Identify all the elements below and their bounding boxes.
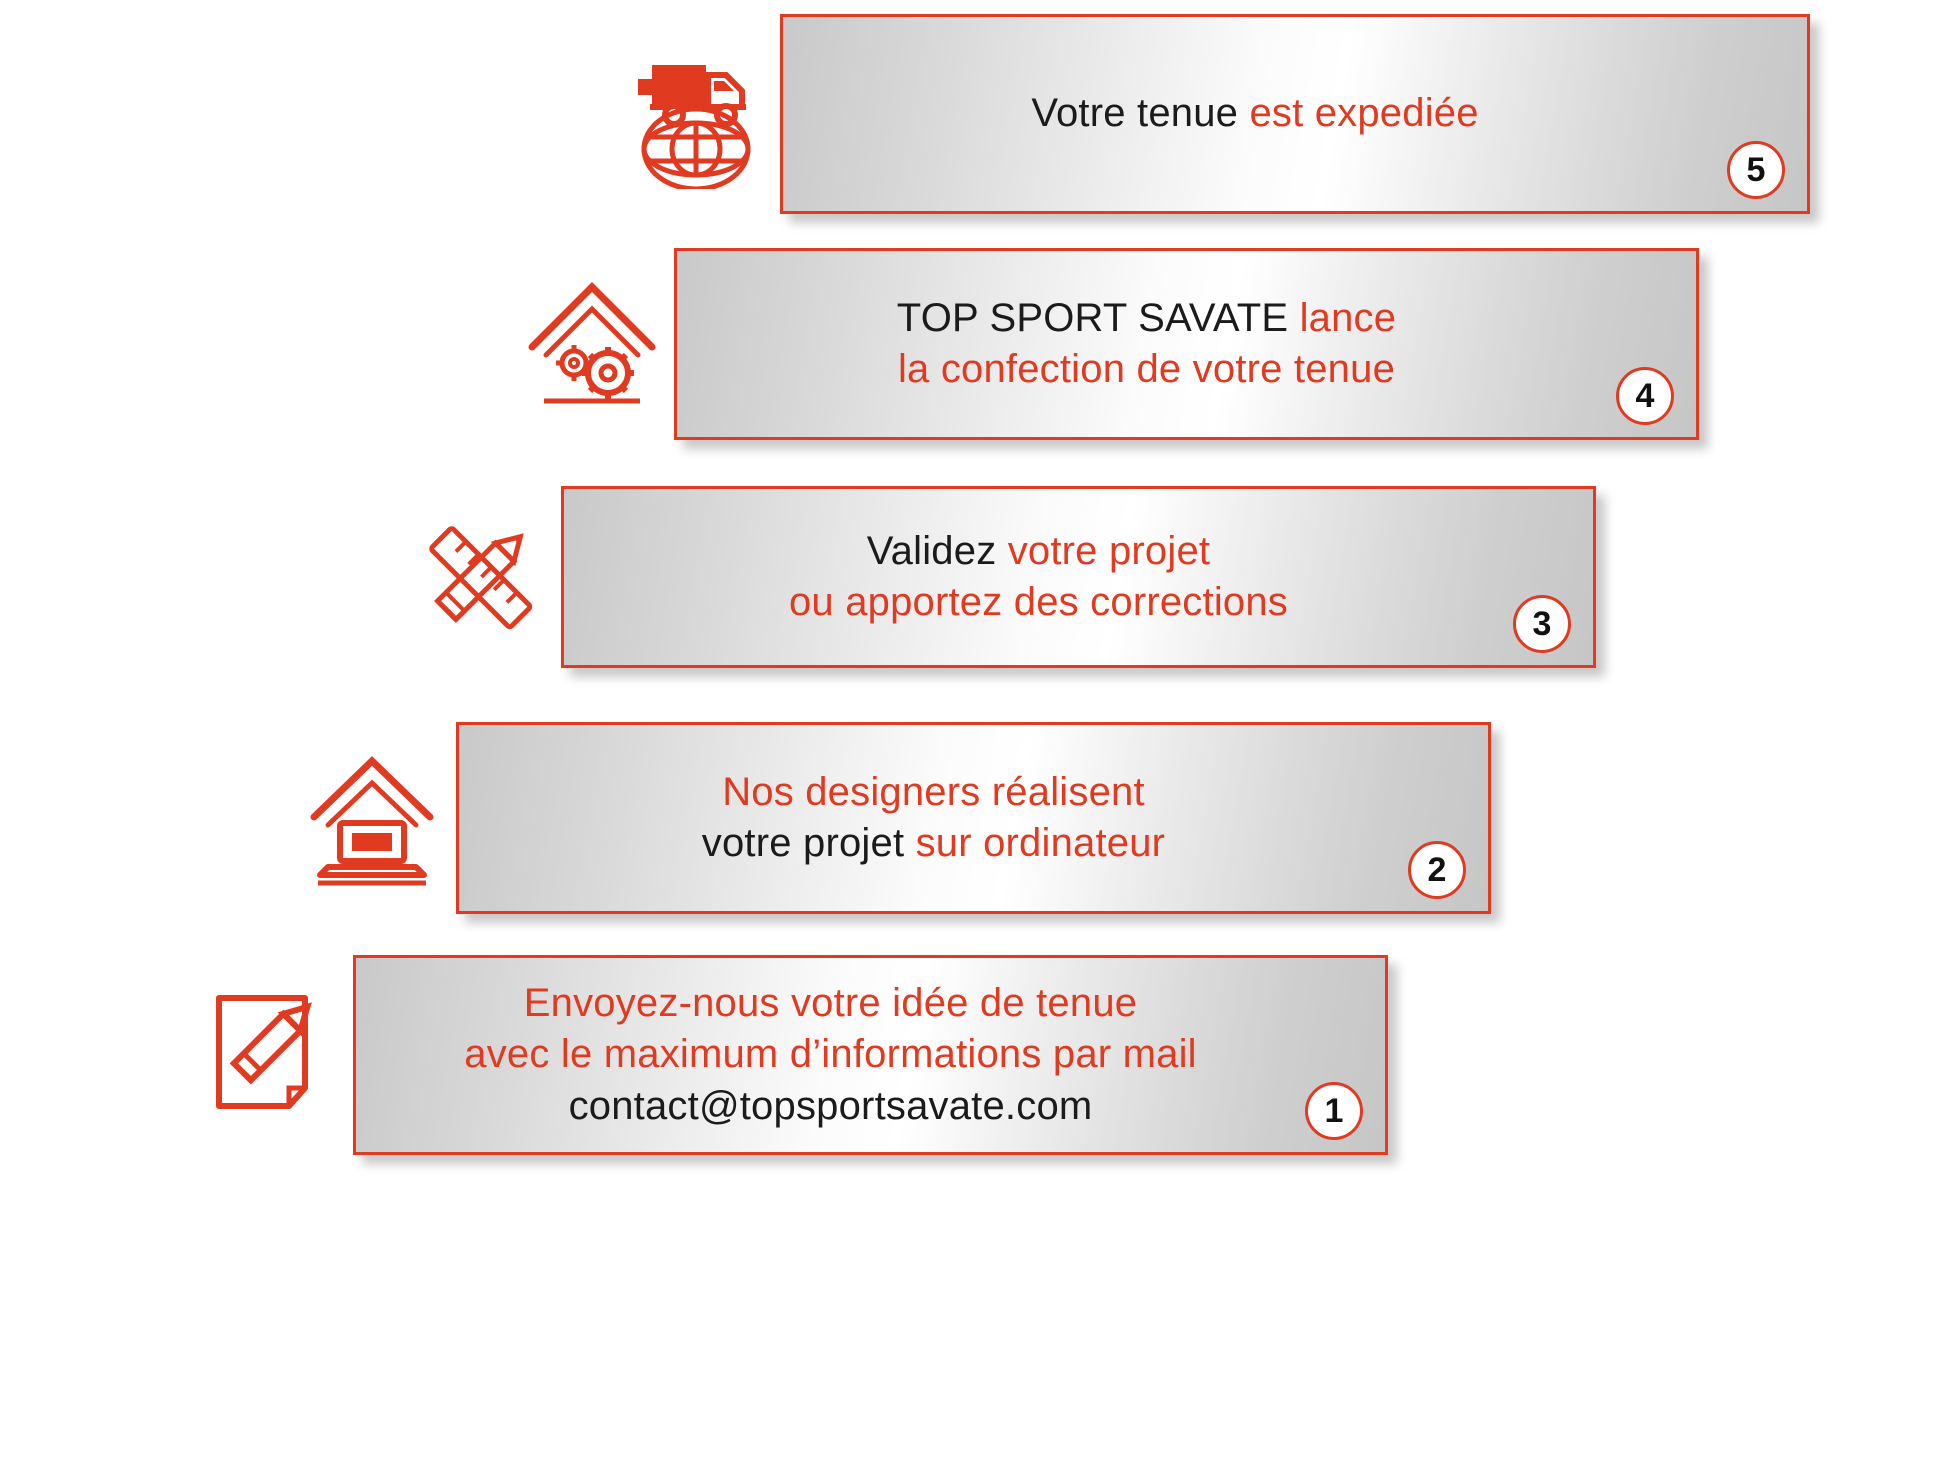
step-number-5: 5 [1727, 141, 1785, 199]
process-step-5 [620, 14, 1810, 214]
step-text-line: Validez votre projet [866, 528, 1211, 573]
step-number-3: 3 [1513, 595, 1571, 653]
step-text-line: la confection de votre tenue [897, 347, 1396, 391]
step-text-line: ou apportez des corrections [788, 580, 1288, 624]
process-step-4 [510, 248, 1699, 440]
laptop-design-icon [290, 733, 460, 903]
workshop-gears-icon [510, 259, 680, 429]
delivery-truck-globe-icon [620, 29, 790, 199]
step-number-1: 1 [1305, 1082, 1363, 1140]
pencil-paper-icon [185, 970, 355, 1140]
process-step-2 [290, 722, 1491, 914]
step-text-line: Votre tenue est expediée [1031, 91, 1479, 136]
step-text-1 [424, 978, 1317, 1132]
step-text-line: TOP SPORT SAVATE lance [896, 295, 1397, 340]
step-text-line: votre projet sur ordinateur [701, 821, 1166, 865]
step-number-2: 2 [1408, 841, 1466, 899]
process-step-1 [185, 955, 1388, 1155]
step-text-4 [857, 293, 1516, 395]
step-text-3 [749, 526, 1408, 628]
step-bar-3 [561, 486, 1596, 668]
step-number-4: 4 [1616, 367, 1674, 425]
step-text-line: avec le maximum d’informations par mail [464, 1032, 1197, 1077]
step-bar-2 [456, 722, 1491, 914]
ruler-pencil-icon [395, 492, 565, 662]
step-bar-4 [674, 248, 1699, 440]
step-text-line: contact@topsportsavate.com [568, 1083, 1093, 1128]
step-bar-5 [780, 14, 1810, 214]
step-text-line: Envoyez-nous votre idée de tenue [523, 981, 1138, 1026]
step-bar-1 [353, 955, 1388, 1155]
process-step-3 [395, 486, 1596, 668]
step-text-line: Nos designers réalisent [722, 769, 1145, 814]
step-text-5 [991, 88, 1598, 139]
step-text-2 [662, 767, 1285, 869]
